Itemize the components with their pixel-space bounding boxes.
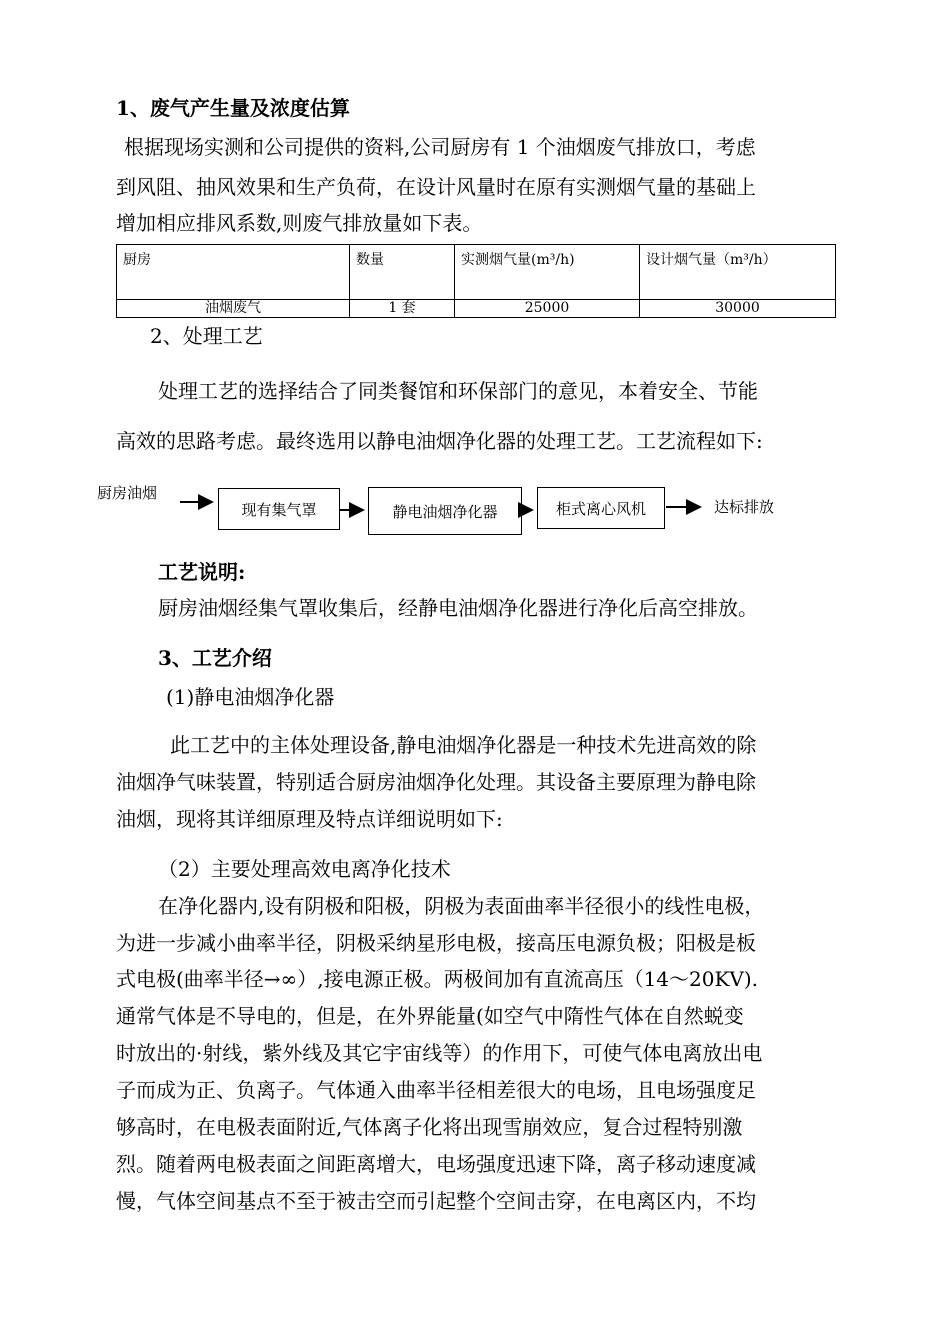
table-header-measured: 实测烟气量(m³/h) <box>455 245 640 300</box>
table-cell-source: 油烟废气 <box>117 300 350 318</box>
table-header-design: 设计烟气量（m³/h） <box>640 245 836 300</box>
flow-step-fan: 柜式离心风机 <box>537 487 665 529</box>
section2-line-2: 高效的思路考虑。最终选用以静电油烟净化器的处理工艺。工艺流程如下: <box>116 429 763 453</box>
section3-sub1: (1)静电油烟净化器 <box>166 685 335 709</box>
table-header-quantity: 数量 <box>350 245 455 300</box>
para2-line-4: 通常气体是不导电的，但是，在外界能量(如空气中隋性气体在自然蜕变 <box>116 1004 744 1028</box>
flow-arrows <box>0 0 950 560</box>
section1-line-2: 到风阻、抽风效果和生产负荷，在设计风量时在原有实测烟气量的基础上 <box>116 175 756 199</box>
table-header-kitchen: 厨房 <box>117 245 350 300</box>
section2-heading: 2、处理工艺 <box>150 324 263 348</box>
para2-line-6: 子而成为正、负离子。气体通入曲率半径相差很大的电场，且电场强度足 <box>116 1078 756 1102</box>
para2-line-1: 在净化器内,设有阴极和阳极，阴极为表面曲率半径很小的线性电极， <box>158 894 765 918</box>
para2-line-5: 时放出的·射线，紫外线及其它宇宙线等）的作用下，可使气体电离放出电 <box>116 1041 763 1065</box>
para2-line-7: 够高时，在电极表面附近,气体离子化将出现雪崩效应，复合过程特别激 <box>116 1115 743 1139</box>
section3-heading: 3、工艺介绍 <box>158 646 272 670</box>
table-cell-design: 30000 <box>640 300 836 318</box>
flow-step-collector: 现有集气罩 <box>218 488 340 530</box>
para2-line-3: 式电极(曲率半径→∞）,接电源正极。两极间加有直流高压（14～20KV). <box>116 967 759 991</box>
flow-end-label: 达标排放 <box>714 498 775 516</box>
section2-line-1: 处理工艺的选择结合了同类餐馆和环保部门的意见，本着安全、节能 <box>158 379 758 403</box>
para2-line-8: 烈。随着两电极表面之间距离增大，电场强度迅速下降，离子移动速度减 <box>116 1152 756 1176</box>
para1-line-1: 此工艺中的主体处理设备,静电油烟净化器是一种技术先进高效的除 <box>170 733 757 757</box>
para1-line-3: 油烟，现将其详细原理及特点详细说明如下: <box>116 807 503 831</box>
para1-line-2: 油烟净气味装置，特别适合厨房油烟净化处理。其设备主要原理为静电除 <box>116 770 756 794</box>
process-note-text: 厨房油烟经集气罩收集后，经静电油烟净化器进行净化后高空排放。 <box>158 596 758 620</box>
section1-line-3: 增加相应排风系数,则废气排放量如下表。 <box>116 211 483 235</box>
table-cell-measured: 25000 <box>455 300 640 318</box>
para2-line-2: 为进一步减小曲率半径，阴极采纳星形电极，接高压电源负极；阳极是板 <box>116 931 756 955</box>
para2-line-9: 慢，气体空间基点不至于被击空而引起整个空间击穿，在电离区内，不均 <box>116 1189 756 1213</box>
process-note-heading: 工艺说明: <box>158 560 246 584</box>
flow-start-label: 厨房油烟 <box>97 484 158 502</box>
table-cell-quantity: 1 套 <box>350 300 455 318</box>
section1-line-1: 根据现场实测和公司提供的资料,公司厨房有 1 个油烟废气排放口，考虑 <box>124 135 756 159</box>
section1-heading: 1、废气产生量及浓度估算 <box>116 96 350 120</box>
section3-sub2: （2）主要处理高效电离净化技术 <box>158 857 451 881</box>
flow-step-purifier: 静电油烟净化器 <box>368 487 522 535</box>
